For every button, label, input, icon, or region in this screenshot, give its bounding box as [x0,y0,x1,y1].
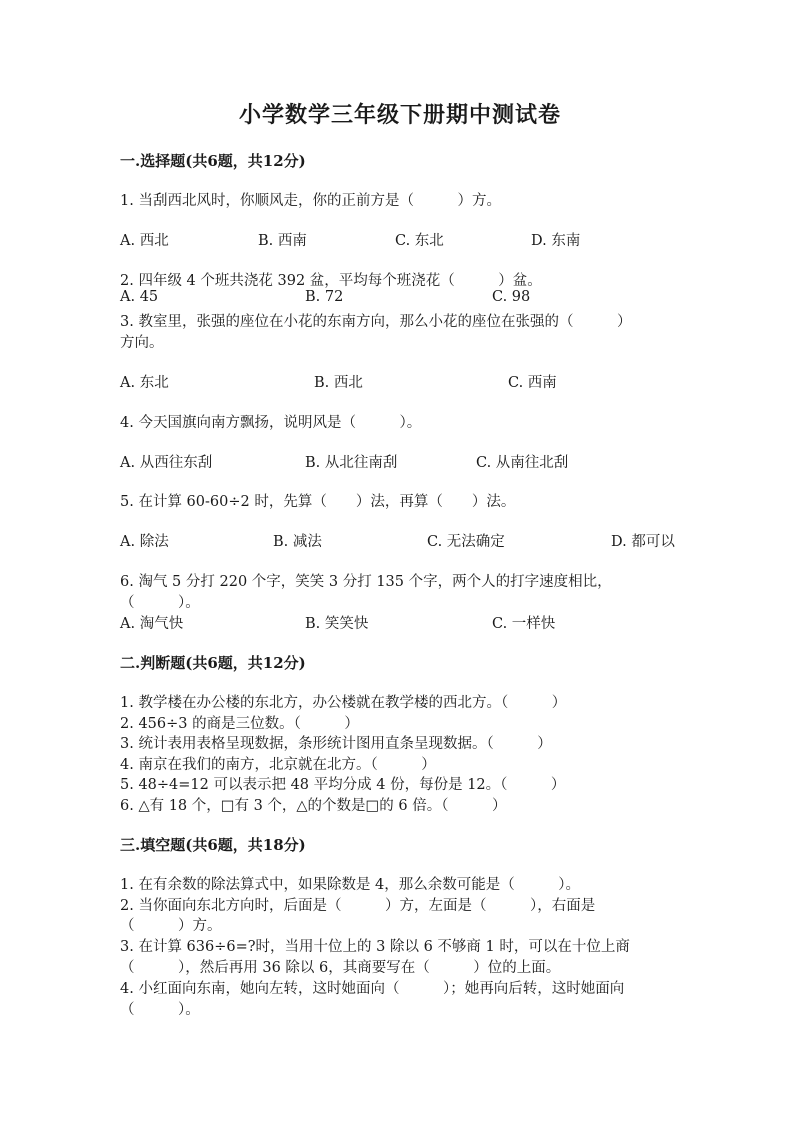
question-text: 6. 淘气 5 分打 220 个字，笑笑 3 分打 135 个字，两个人的打字速度相比， [120,574,612,590]
question-text: 2. 四年级 4 个班共浇花 392 盆，平均每个班浇花（ ）盆。 [120,273,542,289]
option-b: B. 笑笑快 [305,616,369,632]
option-c: C. 98 [492,289,531,305]
fill-blank-line: 2. 当你面向东北方向时，后面是（ ）方，左面是（ ），右面是 [120,898,596,914]
section-heading-choice: 一.选择题(共6题，共12分) [120,152,306,170]
option-b: B. 西北 [314,375,363,391]
option-c: C. 东北 [395,233,444,249]
question-text: 4. 今天国旗向南方飘扬，说明风是（ ）。 [120,415,422,431]
question-text-continued: 方向。 [120,335,164,351]
judgement-item: 6. △有 18 个，□有 3 个，△的个数是□的 6 倍。（ ） [120,798,507,814]
option-c: C. 从南往北刮 [476,455,569,471]
fill-blank-line: 3. 在计算 636÷6=?时，当用十位上的 3 除以 6 不够商 1 时，可以在十位上商 [120,939,630,955]
fill-blank-line: （ ）方。 [120,918,222,934]
fill-blank-line: （ ），然后再用 36 除以 6，其商要写在（ ）位的上面。 [120,960,561,976]
fill-blank-line: 4. 小红面向东南，她向左转，这时她面向（ ）；她再向后转，这时她面向 [120,981,625,997]
judgement-item: 3. 统计表用表格呈现数据，条形统计图用直条呈现数据。（ ） [120,736,552,752]
judgement-item: 4. 南京在我们的南方，北京就在北方。（ ） [120,757,436,773]
section-heading-judgement: 二.判断题(共6题，共12分) [120,654,306,672]
option-a: A. 东北 [120,375,169,391]
option-d: D. 都可以 [611,534,675,550]
question-text-continued: （ ）。 [120,595,200,611]
option-a: A. 45 [120,289,159,305]
option-d: D. 东南 [531,233,581,249]
fill-blank-line: （ ）。 [120,1002,200,1018]
judgement-item: 2. 456÷3 的商是三位数。（ ） [120,716,359,732]
page-title: 小学数学三年级下册期中测试卷 [238,102,561,128]
fill-blank-line: 1. 在有余数的除法算式中，如果除数是 4，那么余数可能是（ ）。 [120,877,581,893]
option-b: B. 西南 [258,233,307,249]
option-a: A. 除法 [120,534,169,550]
option-b: B. 从北往南刮 [305,455,398,471]
option-a: A. 西北 [120,233,169,249]
option-a: A. 从西往东刮 [120,455,213,471]
question-text: 1. 当刮西北风时，你顺风走，你的正前方是（ ）方。 [120,193,501,209]
question-text: 5. 在计算 60-60÷2 时，先算（ ）法，再算（ ）法。 [120,494,516,510]
option-b: B. 72 [305,289,344,305]
option-c: C. 一样快 [492,616,556,632]
option-a: A. 淘气快 [120,616,184,632]
option-c: C. 西南 [508,375,557,391]
option-b: B. 减法 [273,534,322,550]
question-text: 3. 教室里，张强的座位在小花的东南方向，那么小花的座位在张强的（ ） [120,314,632,330]
judgement-item: 5. 48÷4=12 可以表示把 48 平均分成 4 份，每份是 12。（ ） [120,777,566,793]
option-c: C. 无法确定 [427,534,505,550]
section-heading-fill-blank: 三.填空题(共6题，共18分) [120,836,306,854]
judgement-item: 1. 教学楼在办公楼的东北方，办公楼就在教学楼的西北方。（ ） [120,695,567,711]
